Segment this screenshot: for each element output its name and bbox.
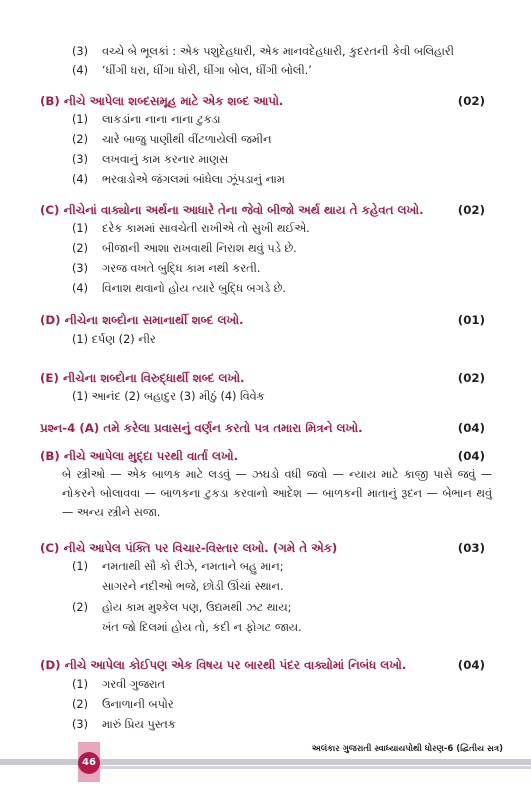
- q4c-heading: (C) નીચે આપેલ પંક્તિ પર વિચાર-વિસ્તાર લખો. (ગમે તે એક): [40, 541, 338, 555]
- story-points-paragraph: બે સ્ત્રીઓ — એક બાળક માટે લડવું — ઝઘડો વધી જવો — ન્યાય માટે કાજી પાસે જવું — નોકરને બોલાવવા — બાળકના ટુકડા કરવાનો આદેશ — બાળકની માતાનું રૂદન — બેભાન થવું — અન્ય સ્ત્રીને સજા.: [62, 468, 492, 519]
- section-d-heading: (D) નીચેના શબ્દોના સમાનાર્થી શબ્દ લખો.: [40, 313, 244, 327]
- item-text: ‘ધીંગી ધરા, ધીંગા ધોરી, ધીંગા બોલ, ધીંગી બોલી.’: [102, 64, 312, 77]
- couplet-line: ખંત જો દિલમાં હોય તો, કદી ન ફોગટ જાય.: [102, 621, 302, 634]
- item-number: (4): [72, 64, 89, 77]
- q4b-heading: (B) નીચે આપેલા મુદ્દા પરથી વાર્તા લખો.: [40, 449, 239, 463]
- item-number: (2): [72, 601, 89, 614]
- essay-topic: ગરવી ગુજરાત: [102, 678, 165, 691]
- section-c-heading: (C) નીચેનાં વાક્યોના અર્થના આધારે તેના જેવો બીજો અર્થ થાય તે કહેવત લખો.: [40, 203, 424, 217]
- section-e-marks: (02): [457, 371, 485, 385]
- couplet-line: નમતાથી સૌ કો રીઝે, નમતાને બહુ માન;: [102, 560, 284, 573]
- item-number: (1): [72, 222, 89, 235]
- section-d-marks: (01): [457, 313, 485, 327]
- q4a-heading: પ્રશ્ન-4 (A) તમે કરેલા પ્રવાસનું વર્ણન કરતો પત્ર તમારા મિત્રને લખો.: [40, 421, 363, 435]
- section-c-marks: (02): [457, 203, 485, 217]
- item-text: લખવાનું કામ કરનાર માણસ: [102, 153, 229, 166]
- page-number: 46: [78, 752, 100, 774]
- q4a-marks: (04): [457, 421, 485, 435]
- essay-topic: મારું પ્રિય પુસ્તક: [102, 718, 176, 731]
- essay-topic: ઉનાળાની બપોર: [102, 698, 174, 711]
- item-number: (2): [72, 698, 89, 711]
- item-text: ચારે બાજુ પાણીથી વીંટળાયેલી જમીન: [102, 133, 272, 146]
- q4d-marks: (04): [457, 658, 485, 672]
- book-title: અલંકાર ગુજરાતી સ્વાધ્યાયપોથી ધોરણ-6 (દ્વિતીય સત્ર): [311, 744, 503, 754]
- section-d-words: (1) દર્પણ (2) નીર: [72, 333, 156, 346]
- item-number: (2): [72, 242, 89, 255]
- section-b-heading: (B) નીચે આપેલા શબ્દસમૂહ માટે એક શબ્દ આપો.: [40, 94, 284, 108]
- item-number: (2): [72, 133, 89, 146]
- q4c-marks: (03): [457, 541, 485, 555]
- item-text: વચ્ચે બે ભૂલકાં : એક પશુદેહધારી, એક માનવદેહધારી, કુદરતની કેવી બલિહારી: [102, 45, 454, 58]
- section-b-marks: (02): [457, 94, 485, 108]
- item-number: (3): [72, 718, 89, 731]
- section-e-words: (1) આનંદ (2) બહાદુર (3) મીઠું (4) વિવેક: [72, 390, 265, 403]
- item-text: દરેક કામમાં સાવચેતી રાખીએ તો સુખી થઈએ.: [102, 222, 310, 235]
- q4d-heading: (D) નીચે આપેલા કોઈપણ એક વિષય પર બારથી પંદર વાક્યોમાં નિબંધ લખો.: [40, 658, 407, 672]
- item-text: વિનાશ થવાનો હોય ત્યારે બુદ્ધિ બગડે છે.: [102, 282, 286, 295]
- section-e-heading: (E) નીચેના શબ્દોના વિરુદ્ધાર્થી શબ્દ લખો.: [40, 371, 245, 385]
- item-number: (1): [72, 560, 89, 573]
- item-text: ગરજ વખતે બુદ્ધિ કામ નથી કરતી.: [102, 262, 261, 275]
- page-footer: [0, 740, 531, 795]
- item-text: ભરવાડોએ જંગલમાં બાંધેલા ઝૂંપડાનું નામ: [102, 173, 285, 186]
- item-number: (1): [72, 678, 89, 691]
- item-text: બીજાની આશા રાખવાથી નિરાશ થવું પડે છે.: [102, 242, 297, 255]
- item-number: (4): [72, 282, 89, 295]
- footer-band-accent: [92, 766, 531, 769]
- item-number: (3): [72, 45, 89, 58]
- item-text: લાકડાંના નાના નાના ટુકડા: [102, 113, 221, 126]
- couplet-line: સાગરને નદીઓ ભજે, છોડી ઊંચાં સ્થાન.: [102, 580, 284, 593]
- couplet-line: હોય કામ મુશ્કેલ પણ, ઉદ્યમથી ઝટ થાય;: [102, 601, 292, 614]
- item-number: (1): [72, 113, 89, 126]
- item-number: (4): [72, 173, 89, 186]
- item-number: (3): [72, 262, 89, 275]
- item-number: (3): [72, 153, 89, 166]
- q4b-marks: (04): [457, 449, 485, 463]
